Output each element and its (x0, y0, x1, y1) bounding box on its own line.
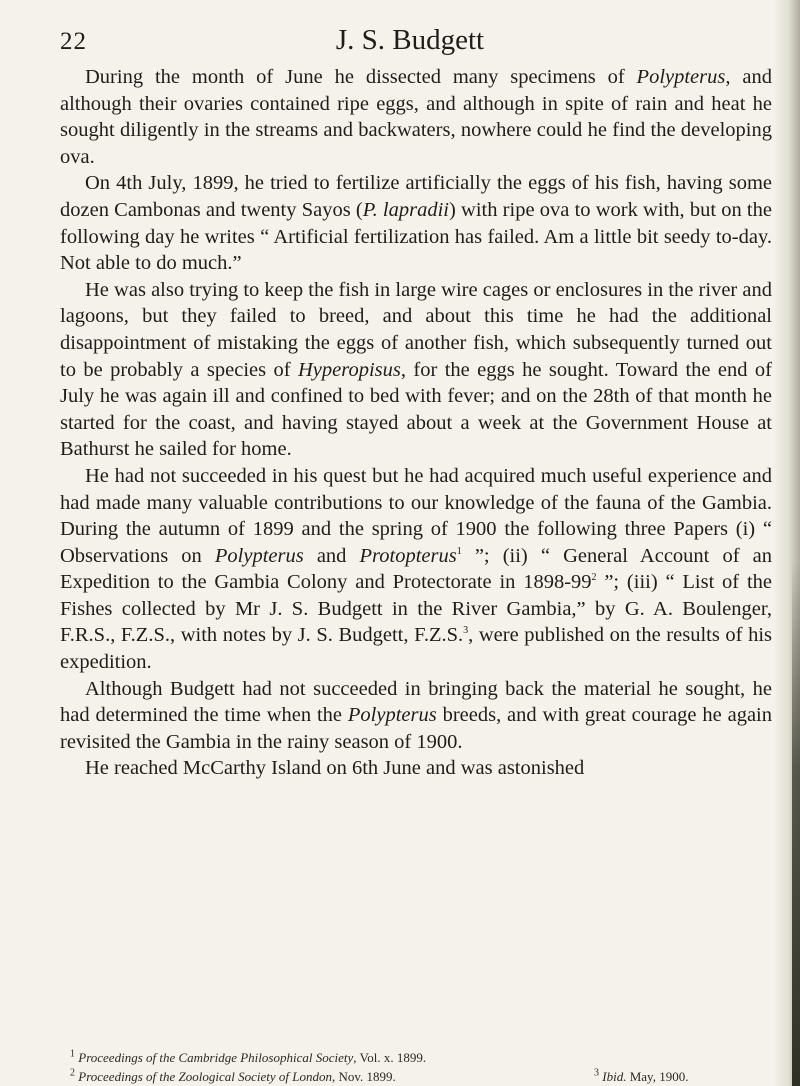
footnote-detail: May, 1900. (626, 1069, 689, 1084)
text-run: He reached McCarthy Island on 6th June and was astonished (85, 757, 585, 780)
text-run: breeds, and with great courage he again revisited the Gambia in the rainy season of 1900. (60, 704, 772, 753)
paragraph-6 (60, 755, 772, 782)
footnote-ref-1[interactable]: 1 (456, 545, 462, 557)
text-run: Although Budgett had not succeeded in bringing back the material he sought, he had determined the time when the (60, 677, 772, 727)
italic-run: Polypterus (214, 544, 304, 567)
footnote-mark: 1 (70, 1048, 75, 1060)
text-run: , for the eggs he sought. Toward the end of July he was again ill and confined to bed with fever; and on the 28th of that month he started for the coast, and having stayed about a week at the Government House at Bathurst he sailed for home. (60, 358, 772, 461)
text-run: and (303, 544, 360, 567)
footnote-3 (594, 1067, 688, 1086)
footnote-detail: , Nov. 1899. (331, 1069, 396, 1084)
page-number: 22 (60, 28, 87, 55)
paragraph-5 (60, 676, 772, 756)
footnote-title: Ibid. (602, 1069, 627, 1084)
italic-run: Hyperopisus (297, 358, 401, 381)
page-edge-binding (792, 560, 800, 1086)
italic-run: Protopterus (359, 544, 457, 567)
text-run: He was also trying to keep the fish in large wire cages or enclosures in the river and lagoons, but they failed to breed, and about this time he had the additional disappointment of mistaking the eggs of another fish, which subsequently turned out to be probably a species of (60, 278, 772, 381)
paragraph-3 (60, 277, 772, 463)
paragraph-1 (60, 64, 772, 170)
footnote-mark: 2 (70, 1067, 75, 1079)
italic-run: Polypterus (347, 704, 437, 727)
footnote-ref-2[interactable]: 2 (591, 572, 597, 584)
body-text (60, 64, 772, 782)
text-run: ”; (ii) “ General Account of an Expedition to the Gambia Colony and Protectorate in 1898-99 (60, 544, 772, 594)
footnote-row (70, 1067, 770, 1086)
footnote-mark: 3 (594, 1067, 599, 1079)
paragraph-2 (60, 170, 772, 276)
footnote-title: Proceedings of the Zoological Society of London (78, 1069, 332, 1084)
text-run: ”; (iii) “ List of the Fishes collected by Mr J. S. Budgett in the River Gambia,” by G. A. Boulenger, F.R.S., F.Z.S., with notes by J. S. Budgett, F.Z.S. (60, 571, 772, 647)
footnotes (70, 1048, 770, 1086)
footnote-detail: , Vol. x. 1899. (353, 1050, 427, 1065)
text-run: During the month of June he dissected many specimens of (85, 66, 637, 88)
text-run: On 4th July, 1899, he tried to fertilize artificially the eggs of his fish, having some dozen Cambonas and twenty Sayos ( (60, 172, 772, 221)
footnote-1 (70, 1048, 770, 1067)
text-run: , and although their ovaries contained ripe eggs, and although in spite of rain and heat he sought diligently in the streams and backwaters, nowhere could he find the developing ova. (60, 66, 772, 168)
text-run: He had not succeeded in his quest but he had acquired much useful experience and had made many valuable contributions to our knowledge of the fauna of the Gambia. During the autumn of 1899 and the spring of 1900 the following three Papers (i) “ Observations on (60, 464, 772, 567)
running-title: J. S. Budgett (335, 24, 485, 56)
footnote-ref-3[interactable]: 3 (463, 625, 469, 637)
italic-run: P. lapradii (362, 198, 449, 221)
running-head (60, 24, 760, 64)
italic-run: Polypterus (636, 66, 726, 88)
footnote-title: Proceedings of the Cambridge Philosophical Society (78, 1050, 354, 1065)
text-run: , were published on the results of his expedition. (60, 624, 772, 674)
footnote-2 (70, 1069, 396, 1084)
text-run: ) with ripe ova to work with, but on the following day he writes “ Artificial fertilization has failed. Am a little bit seedy to-day. Not able to do much.” (60, 198, 772, 275)
paragraph-4 (60, 463, 772, 676)
